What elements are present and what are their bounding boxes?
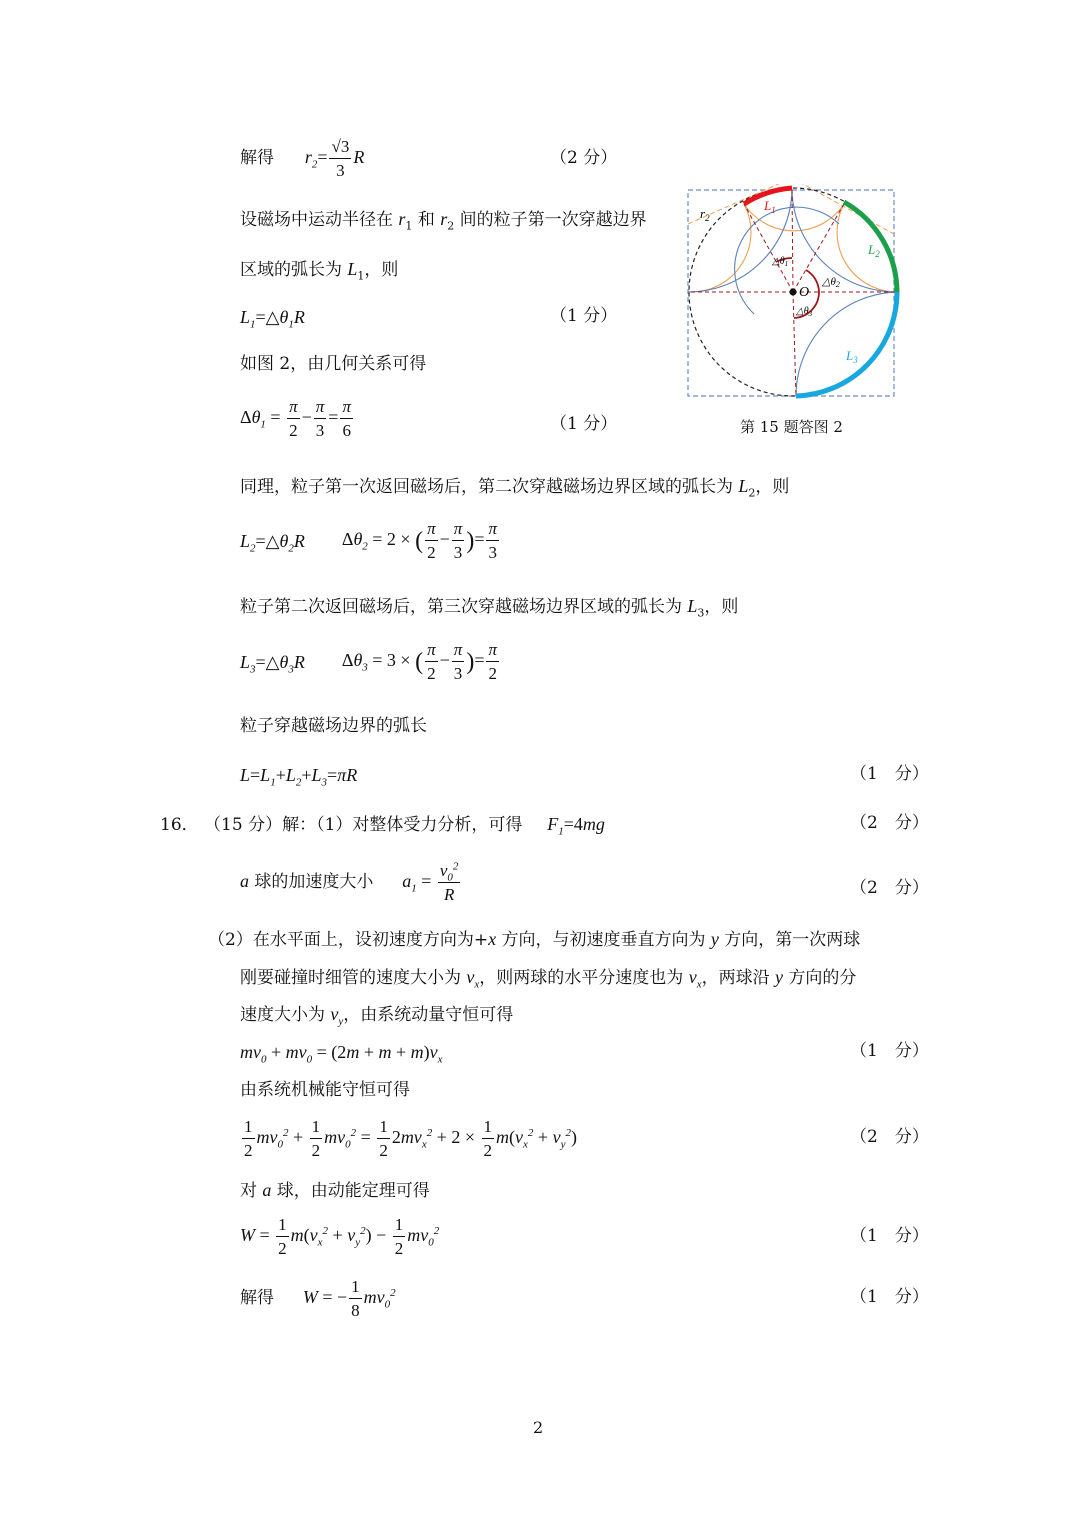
total-intro: 粒子穿越磁场边界的弧长 — [240, 716, 427, 736]
label-r2: $r_2$ — [700, 206, 710, 223]
label-l2: $L_2$ — [868, 242, 880, 259]
eq-work: W = $\frac{1}{2}$ $m(v_x^2 + v_y^2)$ − $\frac{1}{2}$ $mv_0^2$ — [240, 1215, 440, 1258]
label-o: O — [799, 285, 810, 300]
score-dtheta1: （1 分） — [550, 414, 618, 434]
solve-label: 解得 — [240, 147, 274, 168]
r2-equation: $r_2=$ $\frac{√3}{3}$ R — [304, 137, 365, 180]
score-f1: （2 分） — [850, 813, 929, 833]
label-dtheta1: $\triangle\theta_1$ — [772, 256, 789, 268]
score-energy: （2 分） — [850, 1127, 929, 1147]
solve-label-2: 解得 — [240, 1287, 274, 1308]
score-a1: （2 分） — [850, 878, 929, 898]
l1-intro-a: 设磁场中运动半径在 $r_1$ 和 $r_2$ 间的粒子第一次穿越边界 — [240, 209, 647, 233]
page-number: 2 — [533, 1418, 544, 1437]
label-dtheta2: △θ2 — [822, 276, 840, 289]
eq-work-result: W = − $\frac{1}{8}$ $mv_0^2$ — [302, 1277, 396, 1320]
acc-line: a 球的加速度大小 $a_1$ = $\frac{v_0^2}{R}$ — [240, 862, 462, 904]
p16-number: 16． — [160, 815, 199, 835]
eq-energy: $\frac{1}{2}$ $mv_0^2$ + $\frac{1}{2}$ $mv_0^2$ = $\frac{1}{2}$ $2mv_x^2 + 2$ × $\frac{1}{2}$ $m(v_x^2 + v_y^2)$ — [244, 1117, 577, 1160]
part2-line-a: （2）在水平面上，设初速度方向为+x 方向，与初速度垂直方向为 y 方向，第一次两球 — [208, 929, 861, 950]
score-momentum: （1 分） — [850, 1041, 929, 1061]
fig2-intro: 如图 2，由几何关系可得 — [240, 354, 427, 374]
score-work-result: （1 分） — [850, 1287, 929, 1307]
eq-l3-line: $L_3=\triangle\theta_3R$ $\Delta\theta_3 = 3$ × ( $\frac{\pi}{2}$ − $\frac{\pi}{3}$ )= $\frac{\pi}{2}$ — [240, 640, 497, 683]
label-l3: $L_3$ — [846, 348, 858, 365]
score-l1: （1 分） — [550, 306, 618, 326]
arc-l3 — [796, 292, 897, 396]
center-point — [790, 289, 797, 296]
eq-total: $L=L_1+L_2+L_3=\pi R$ — [240, 765, 358, 789]
part2-line-b: 刚要碰撞时细管的速度大小为 $v_x$，则两球的水平分速度也为 $v_x$，两球沿 y 方向的分 — [240, 967, 857, 991]
eq-f1: $F_1=4mg$ — [547, 814, 605, 838]
eq-l3: $L_3=\triangle\theta_3R$ — [240, 651, 305, 676]
label-dtheta3: $\triangle\theta_3$ — [796, 306, 813, 318]
work-intro: 对 a 球，由动能定理可得 — [240, 1180, 430, 1201]
score-r2: （2 分） — [550, 148, 618, 168]
eq-l2: $L_2=\triangle\theta_2R$ — [240, 530, 305, 555]
l3-intro: 粒子第二次返回磁场后，第三次穿越磁场边界区域的弧长为 $L_3$，则 — [240, 596, 739, 620]
energy-intro: 由系统机械能守恒可得 — [240, 1080, 410, 1100]
dashed-orange-rays — [688, 184, 894, 234]
eq-l2-line: $L_2=\triangle\theta_2R$ $\Delta\theta_2 = 2$ × ( $\frac{\pi}{2}$ − $\frac{\pi}{3}$ )= $\frac{\pi}{3}$ — [240, 519, 497, 562]
solve-r2-line — [240, 138, 364, 180]
figure-15-answer-2 — [684, 184, 900, 400]
eq-dtheta1: $\Delta\theta_1$ = $\frac{\pi}{2}$ − $\frac{\pi}{3}$ = $\frac{\pi}{6}$ — [240, 397, 351, 440]
work-result-line — [240, 1278, 396, 1320]
part2-line-c: 速度大小为 $v_y$，由系统动量守恒可得 — [240, 1004, 514, 1028]
eq-a1: $a_1$ = $\frac{v_0^2}{R}$ — [402, 860, 459, 904]
figure-caption: 第 15 题答图 2 — [740, 418, 843, 436]
score-total: （1 分） — [850, 764, 929, 784]
l1-intro-b: 区域的弧长为 $L_1$，则 — [240, 259, 399, 283]
score-work: （1 分） — [850, 1226, 929, 1246]
p16-header — [160, 814, 605, 838]
eq-momentum: $mv_0 + mv_0 = (2m + m + m)v_x$ — [240, 1042, 443, 1066]
p16-header-text: （15 分）解：（1）对整体受力分析，可得 — [204, 815, 523, 835]
label-l1: $L_1$ — [764, 198, 776, 215]
eq-l1: $L_1=\triangle\theta_1R$ — [240, 307, 305, 331]
l2-intro: 同理，粒子第一次返回磁场后，第二次穿越磁场边界区域的弧长为 $L_2$，则 — [240, 476, 790, 500]
